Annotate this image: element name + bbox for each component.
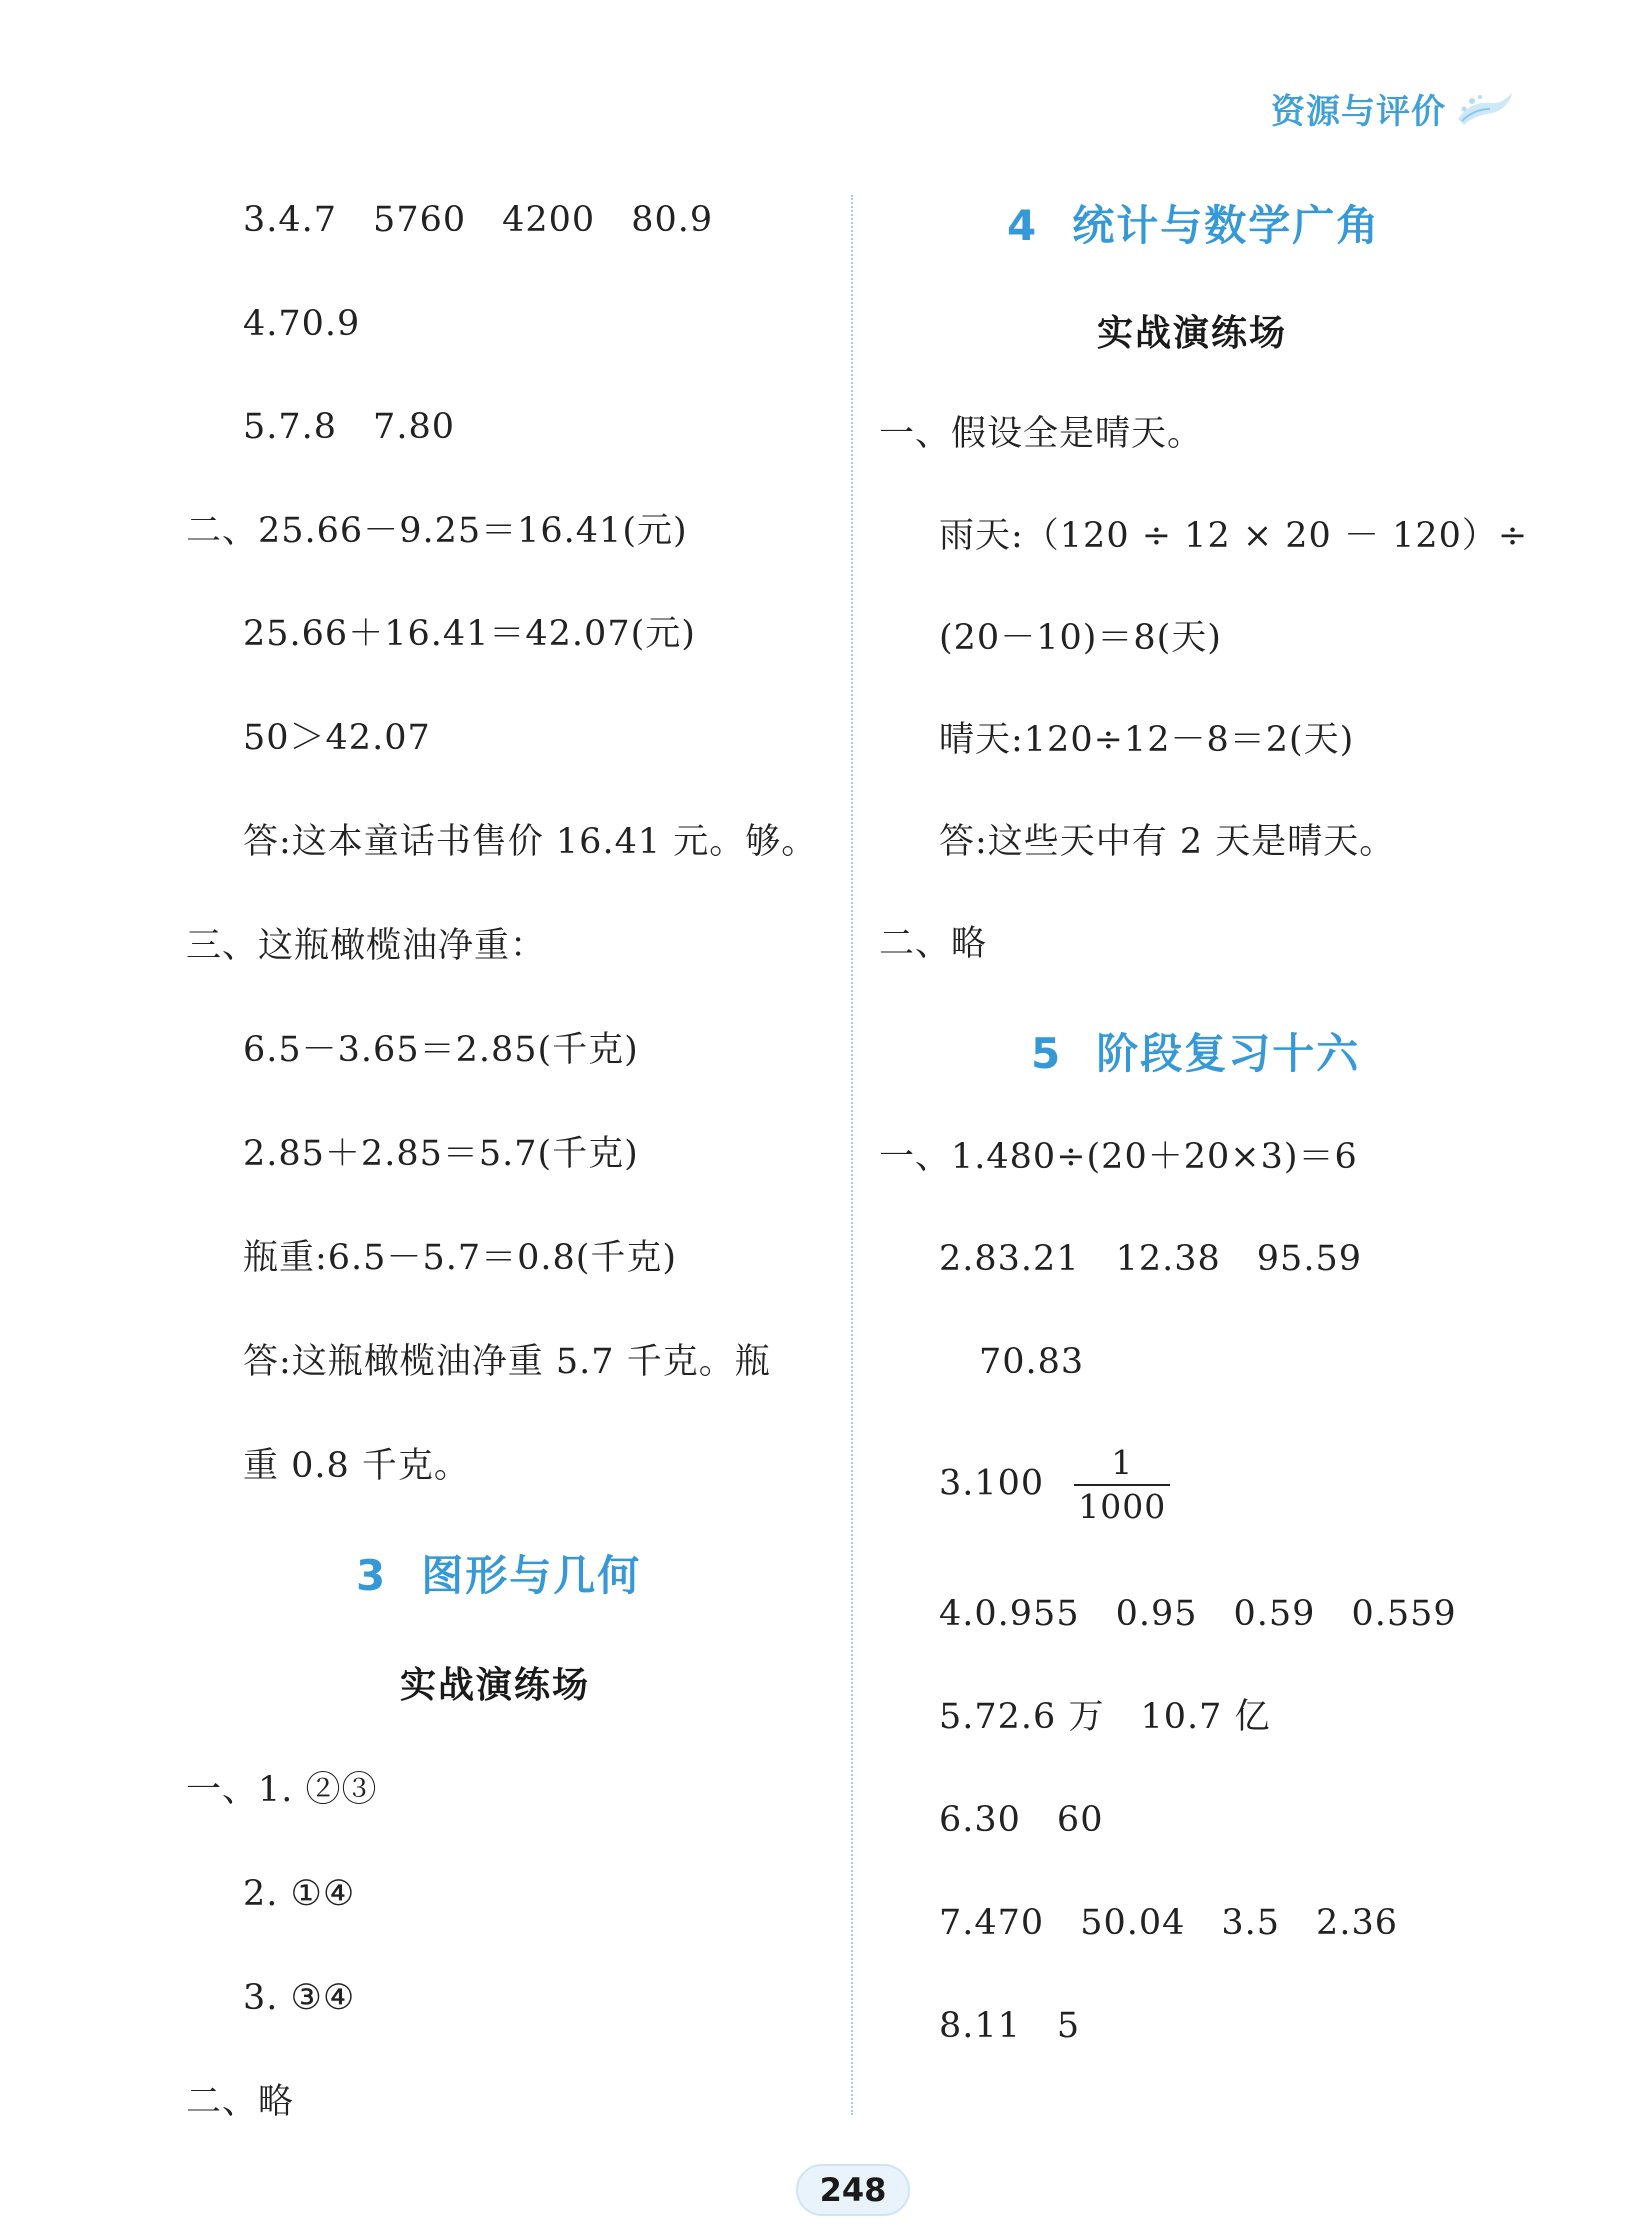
- section-title: [356, 1543, 641, 1603]
- answer-line: 二、25.66－9.25＝16.41(元): [186, 511, 688, 551]
- answer-line: 一、假设全是晴天。: [879, 414, 1204, 454]
- answer-line: 答:这些天中有 2 天是晴天。: [939, 822, 1396, 862]
- section-number: 4: [1007, 201, 1039, 250]
- header-title: 资源与评价: [1271, 92, 1446, 132]
- answer-line: 晴天:120÷12－8＝2(天): [939, 720, 1355, 760]
- water-splash-icon: [1452, 89, 1516, 129]
- answer-line: 70.83: [979, 1342, 1085, 1382]
- answer-line: 一、1. ②③: [186, 1770, 378, 1810]
- answer-line: 一、1.480÷(20＋20×3)＝6: [879, 1137, 1358, 1177]
- answer-line: 3. ③④: [243, 1978, 356, 2018]
- fraction-denominator: 1000: [1078, 1487, 1167, 1526]
- page-header: [1271, 84, 1516, 133]
- answer-line: 二、略: [879, 924, 988, 964]
- fraction-bar: [1074, 1484, 1170, 1486]
- subsection-title: 实战演练场: [400, 1665, 591, 1706]
- answer-line: 6.5－3.65＝2.85(千克): [243, 1030, 639, 1070]
- answer-line: 雨天:（120 ÷ 12 × 20 － 120）÷: [939, 516, 1529, 556]
- answer-line: 瓶重:6.5－5.7＝0.8(千克): [243, 1238, 678, 1278]
- answer-line: 6.30 60: [939, 1800, 1104, 1840]
- answer-line: (20－10)＝8(天): [939, 618, 1222, 658]
- section-number: 5: [1031, 1029, 1063, 1078]
- fraction-numerator: 1: [1111, 1443, 1134, 1482]
- answer-line: 7.470 50.04 3.5 2.36: [939, 1903, 1398, 1943]
- answer-line: 2. ①④: [243, 1874, 356, 1914]
- answer-line: 50＞42.07: [243, 718, 431, 758]
- answer-text: 3.100: [939, 1463, 1045, 1504]
- answer-line: 5.7.8 7.80: [243, 407, 455, 447]
- answer-line: 3.4.7 5760 4200 80.9: [243, 200, 714, 240]
- answer-line: 答:这本童话书售价 16.41 元。够。: [243, 822, 818, 862]
- section-title-text: 统计与数学广角: [1072, 201, 1381, 250]
- answer-line: 重 0.8 千克。: [243, 1446, 470, 1486]
- answer-line: 答:这瓶橄榄油净重 5.7 千克。瓶: [243, 1342, 771, 1382]
- fraction: [1074, 1444, 1170, 1526]
- answer-line: 三、这瓶橄榄油净重：: [186, 926, 547, 966]
- section-title-text: 图形与几何: [421, 1551, 642, 1600]
- subsection-title: 实战演练场: [1097, 313, 1288, 354]
- answer-line-with-fraction: [939, 1444, 1170, 1526]
- section-title: [1031, 1021, 1360, 1081]
- section-title-text: 阶段复习十六: [1096, 1029, 1361, 1078]
- section-number: 3: [356, 1551, 388, 1600]
- section-title: [1007, 193, 1380, 253]
- answer-line: 2.85＋2.85＝5.7(千克): [243, 1134, 639, 1174]
- answer-line: 5.72.6 万 10.7 亿: [939, 1697, 1271, 1737]
- answer-line: 4.70.9: [243, 304, 361, 344]
- answer-line: 2.83.21 12.38 95.59: [939, 1239, 1362, 1279]
- answer-line: 二、略: [186, 2082, 295, 2122]
- answer-line: 4.0.955 0.95 0.59 0.559: [939, 1594, 1457, 1634]
- page-number: 248: [796, 2164, 910, 2216]
- column-divider: [851, 195, 853, 2115]
- answer-line: 25.66＋16.41＝42.07(元): [243, 614, 696, 654]
- answer-line: 8.11 5: [939, 2006, 1081, 2046]
